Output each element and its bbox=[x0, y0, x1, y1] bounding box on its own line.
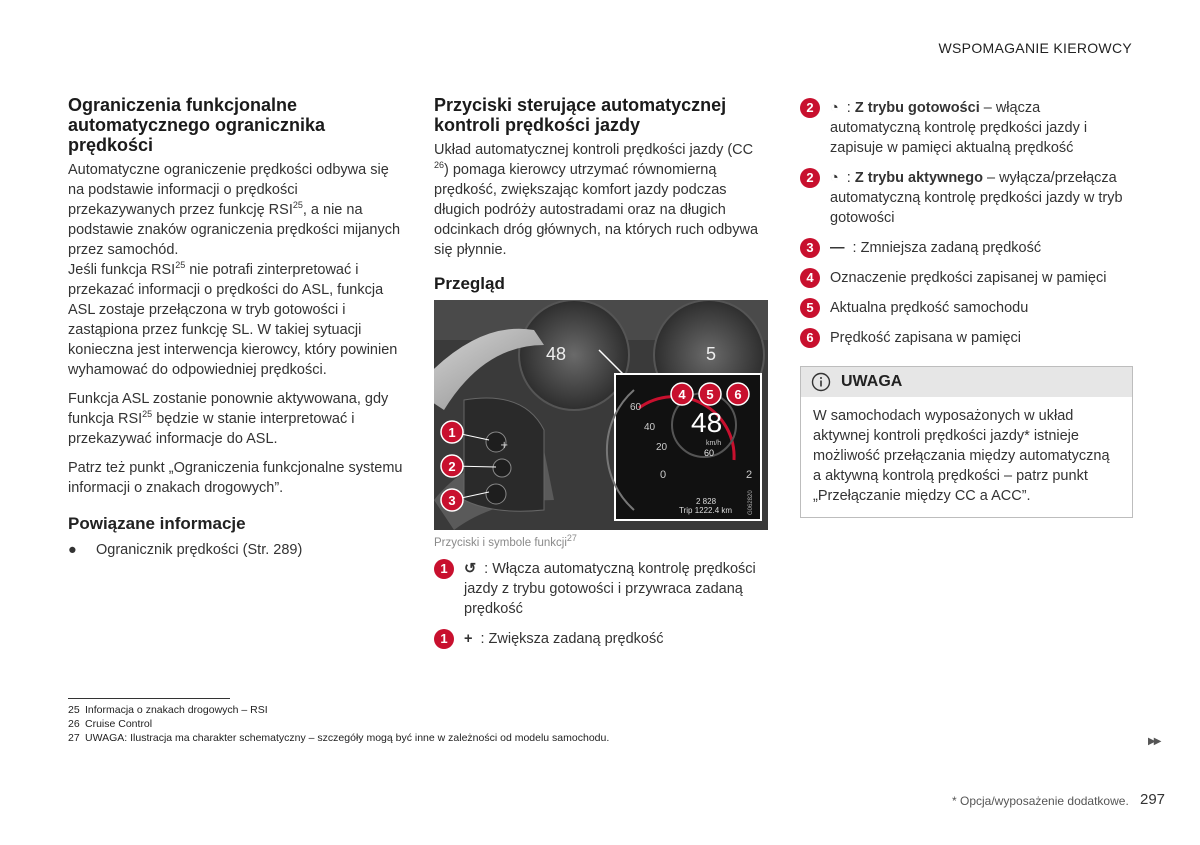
callout-4 bbox=[671, 383, 693, 405]
list-item: 3 — : Zmniejsza zadaną prędkość bbox=[800, 238, 1133, 258]
list-item: 1 ↺ : Włącza automatyczną kontrolę prędkości jazdy z trybu gotowości i przywraca zadaną prędkość bbox=[434, 559, 769, 619]
item-number: 1 bbox=[434, 629, 454, 649]
footnote-divider bbox=[68, 698, 230, 699]
minus-icon: — bbox=[830, 240, 845, 256]
svg-text:60: 60 bbox=[630, 402, 642, 413]
item-number: 3 bbox=[800, 238, 820, 258]
paragraph: Patrz też punkt „Ograniczenia funkcjonalne systemu informacji o znakach drogowych”. bbox=[68, 460, 403, 496]
speedometer-icon: ◔ bbox=[830, 170, 839, 186]
svg-text:3: 3 bbox=[448, 493, 456, 508]
footnote: 25 Informacja o znakach drogowych – RSI bbox=[68, 704, 268, 716]
svg-text:Trip 1222.4 km: Trip 1222.4 km bbox=[679, 506, 733, 515]
current-speed: 48 bbox=[691, 407, 723, 438]
svg-text:+: + bbox=[500, 440, 509, 451]
svg-text:6: 6 bbox=[734, 387, 742, 402]
list-item: 2 ◔ : Z trybu aktywnego – wyłącza/przełącza automatyczną kontrolę prędkości jazdy w tryb gotowości bbox=[800, 168, 1133, 228]
section-heading: Ograniczenia funkcjonalne automatycznego ogranicznika prędkości bbox=[68, 95, 326, 155]
svg-text:2 828: 2 828 bbox=[696, 497, 717, 506]
note-box bbox=[800, 366, 1133, 518]
list-item: 2 ◔ : Z trybu gotowości – włącza automatyczną kontrolę prędkości jazdy i zapisuje w pamięci aktualną prędkość bbox=[800, 98, 1133, 158]
svg-text:2: 2 bbox=[448, 459, 456, 474]
item-number: 1 bbox=[434, 559, 454, 579]
callout-3 bbox=[441, 489, 463, 511]
svg-text:40: 40 bbox=[644, 422, 656, 433]
callout-6 bbox=[727, 383, 749, 405]
list-item: 5 Aktualna prędkość samochodu bbox=[800, 298, 1133, 318]
list-item: 6 Prędkość zapisana w pamięci bbox=[800, 328, 1133, 348]
footnote: 26 Cruise Control bbox=[68, 718, 153, 730]
dashboard-illustration bbox=[434, 300, 768, 530]
info-icon bbox=[811, 372, 831, 392]
speedometer-icon: ◔ bbox=[830, 100, 839, 116]
note-body: W samochodach wyposażonych w układ aktywnej kontroli prędkości jazdy* istnieje możliwość przełączania między automatyczną a aktywną kontrolą prędkości – patrz punkt „Przełączanie między CC a ACC”. bbox=[813, 408, 1110, 504]
note-header bbox=[801, 367, 1132, 397]
svg-text:20: 20 bbox=[656, 442, 668, 453]
svg-text:0: 0 bbox=[660, 469, 667, 481]
callout-2 bbox=[441, 455, 463, 477]
paragraph: Układ automatycznej kontroli prędkości jazdy (CC $^{26}$) pomaga kierowcy utrzymać równomierną prędkość, zwiększając komfort jazdy podczas długich podróży autostradami oraz na długich odcinkach dróg głównych, na których ruch odbywa się płynnie. bbox=[434, 142, 759, 258]
paragraph: Jeśli funkcja RSI$^{25}$ nie potrafi zinterpretować i przekazać informacji o prędkości do ASL, funkcja ASL zostaje przełączona w tryb gotowości i zastąpiona przez funkcję SL. W takiej sytuacji konieczna jest interwencja kierowcy, który powinien wyhamować do odpowiedniej prędkości. bbox=[68, 260, 398, 378]
callout-5 bbox=[699, 383, 721, 405]
speedometer-control bbox=[493, 459, 511, 477]
item-number: 2 bbox=[800, 98, 820, 118]
paragraph: Funkcja ASL zostanie ponownie aktywowana, gdy funkcja RSI$^{25}$ będzie w stanie interpretować i przekazywać informacje do ASL. bbox=[68, 391, 389, 447]
minus-control bbox=[486, 484, 506, 504]
right-gauge-value: 5 bbox=[706, 344, 717, 364]
next-page-icon: ▶▶ bbox=[1148, 736, 1160, 747]
svg-text:4: 4 bbox=[678, 387, 686, 402]
section-heading: Przyciski sterujące automatycznej kontroli prędkości jazdy bbox=[434, 95, 727, 135]
item-number: 6 bbox=[800, 328, 820, 348]
resume-icon: ↺ bbox=[464, 561, 477, 577]
overview-heading: Przegląd bbox=[434, 274, 505, 293]
svg-text:1: 1 bbox=[448, 425, 456, 440]
footnotes bbox=[68, 703, 609, 745]
svg-text:km/h: km/h bbox=[706, 440, 722, 447]
set-speed: 60 bbox=[704, 448, 715, 458]
optional-equipment-note: * Opcja/wyposażenie dodatkowe. bbox=[952, 794, 1129, 808]
plus-icon: + bbox=[464, 631, 473, 647]
column-speed-limiter bbox=[68, 95, 403, 560]
steering-wheel-illustration bbox=[434, 300, 768, 530]
related-link[interactable]: ● Ogranicznik prędkości (Str. 289) bbox=[68, 542, 303, 558]
list-item: 4 Oznaczenie prędkości zapisanej w pamięci bbox=[800, 268, 1133, 288]
svg-text:5: 5 bbox=[706, 387, 714, 402]
item-number: 2 bbox=[800, 168, 820, 188]
related-heading: Powiązane informacje bbox=[68, 514, 246, 533]
item-number: 4 bbox=[800, 268, 820, 288]
section-header: WSPOMAGANIE KIEROWCY bbox=[938, 40, 1132, 56]
footnote: 27 UWAGA: Ilustracja ma charakter schematyczny – szczegóły mogą być inne w zależności od modelu samochodu. bbox=[68, 732, 610, 744]
column-items bbox=[800, 98, 1133, 518]
figure-caption: Przyciski i symbole funkcji$^{27}$ bbox=[434, 533, 577, 549]
bullet-icon: ● bbox=[68, 542, 77, 558]
left-gauge-value: 48 bbox=[546, 344, 567, 364]
note-title: UWAGA bbox=[841, 373, 903, 390]
item-number: 5 bbox=[800, 298, 820, 318]
svg-text:2: 2 bbox=[746, 469, 753, 481]
page-number: 297 bbox=[1140, 791, 1166, 808]
list-item: 1 + : Zwiększa zadaną prędkość bbox=[434, 629, 769, 649]
svg-text:G062820: G062820 bbox=[748, 490, 754, 515]
column-cruise-control bbox=[434, 95, 769, 649]
callout-1 bbox=[441, 421, 463, 443]
paragraph: Automatyczne ograniczenie prędkości odbywa się na podstawie informacji o prędkości przekazywanych przez funkcję RSI$^{25}$, a nie na podstawie znaków ograniczenia prędkości mijanych przez samochód. bbox=[68, 162, 401, 258]
left-gauge bbox=[519, 300, 629, 410]
